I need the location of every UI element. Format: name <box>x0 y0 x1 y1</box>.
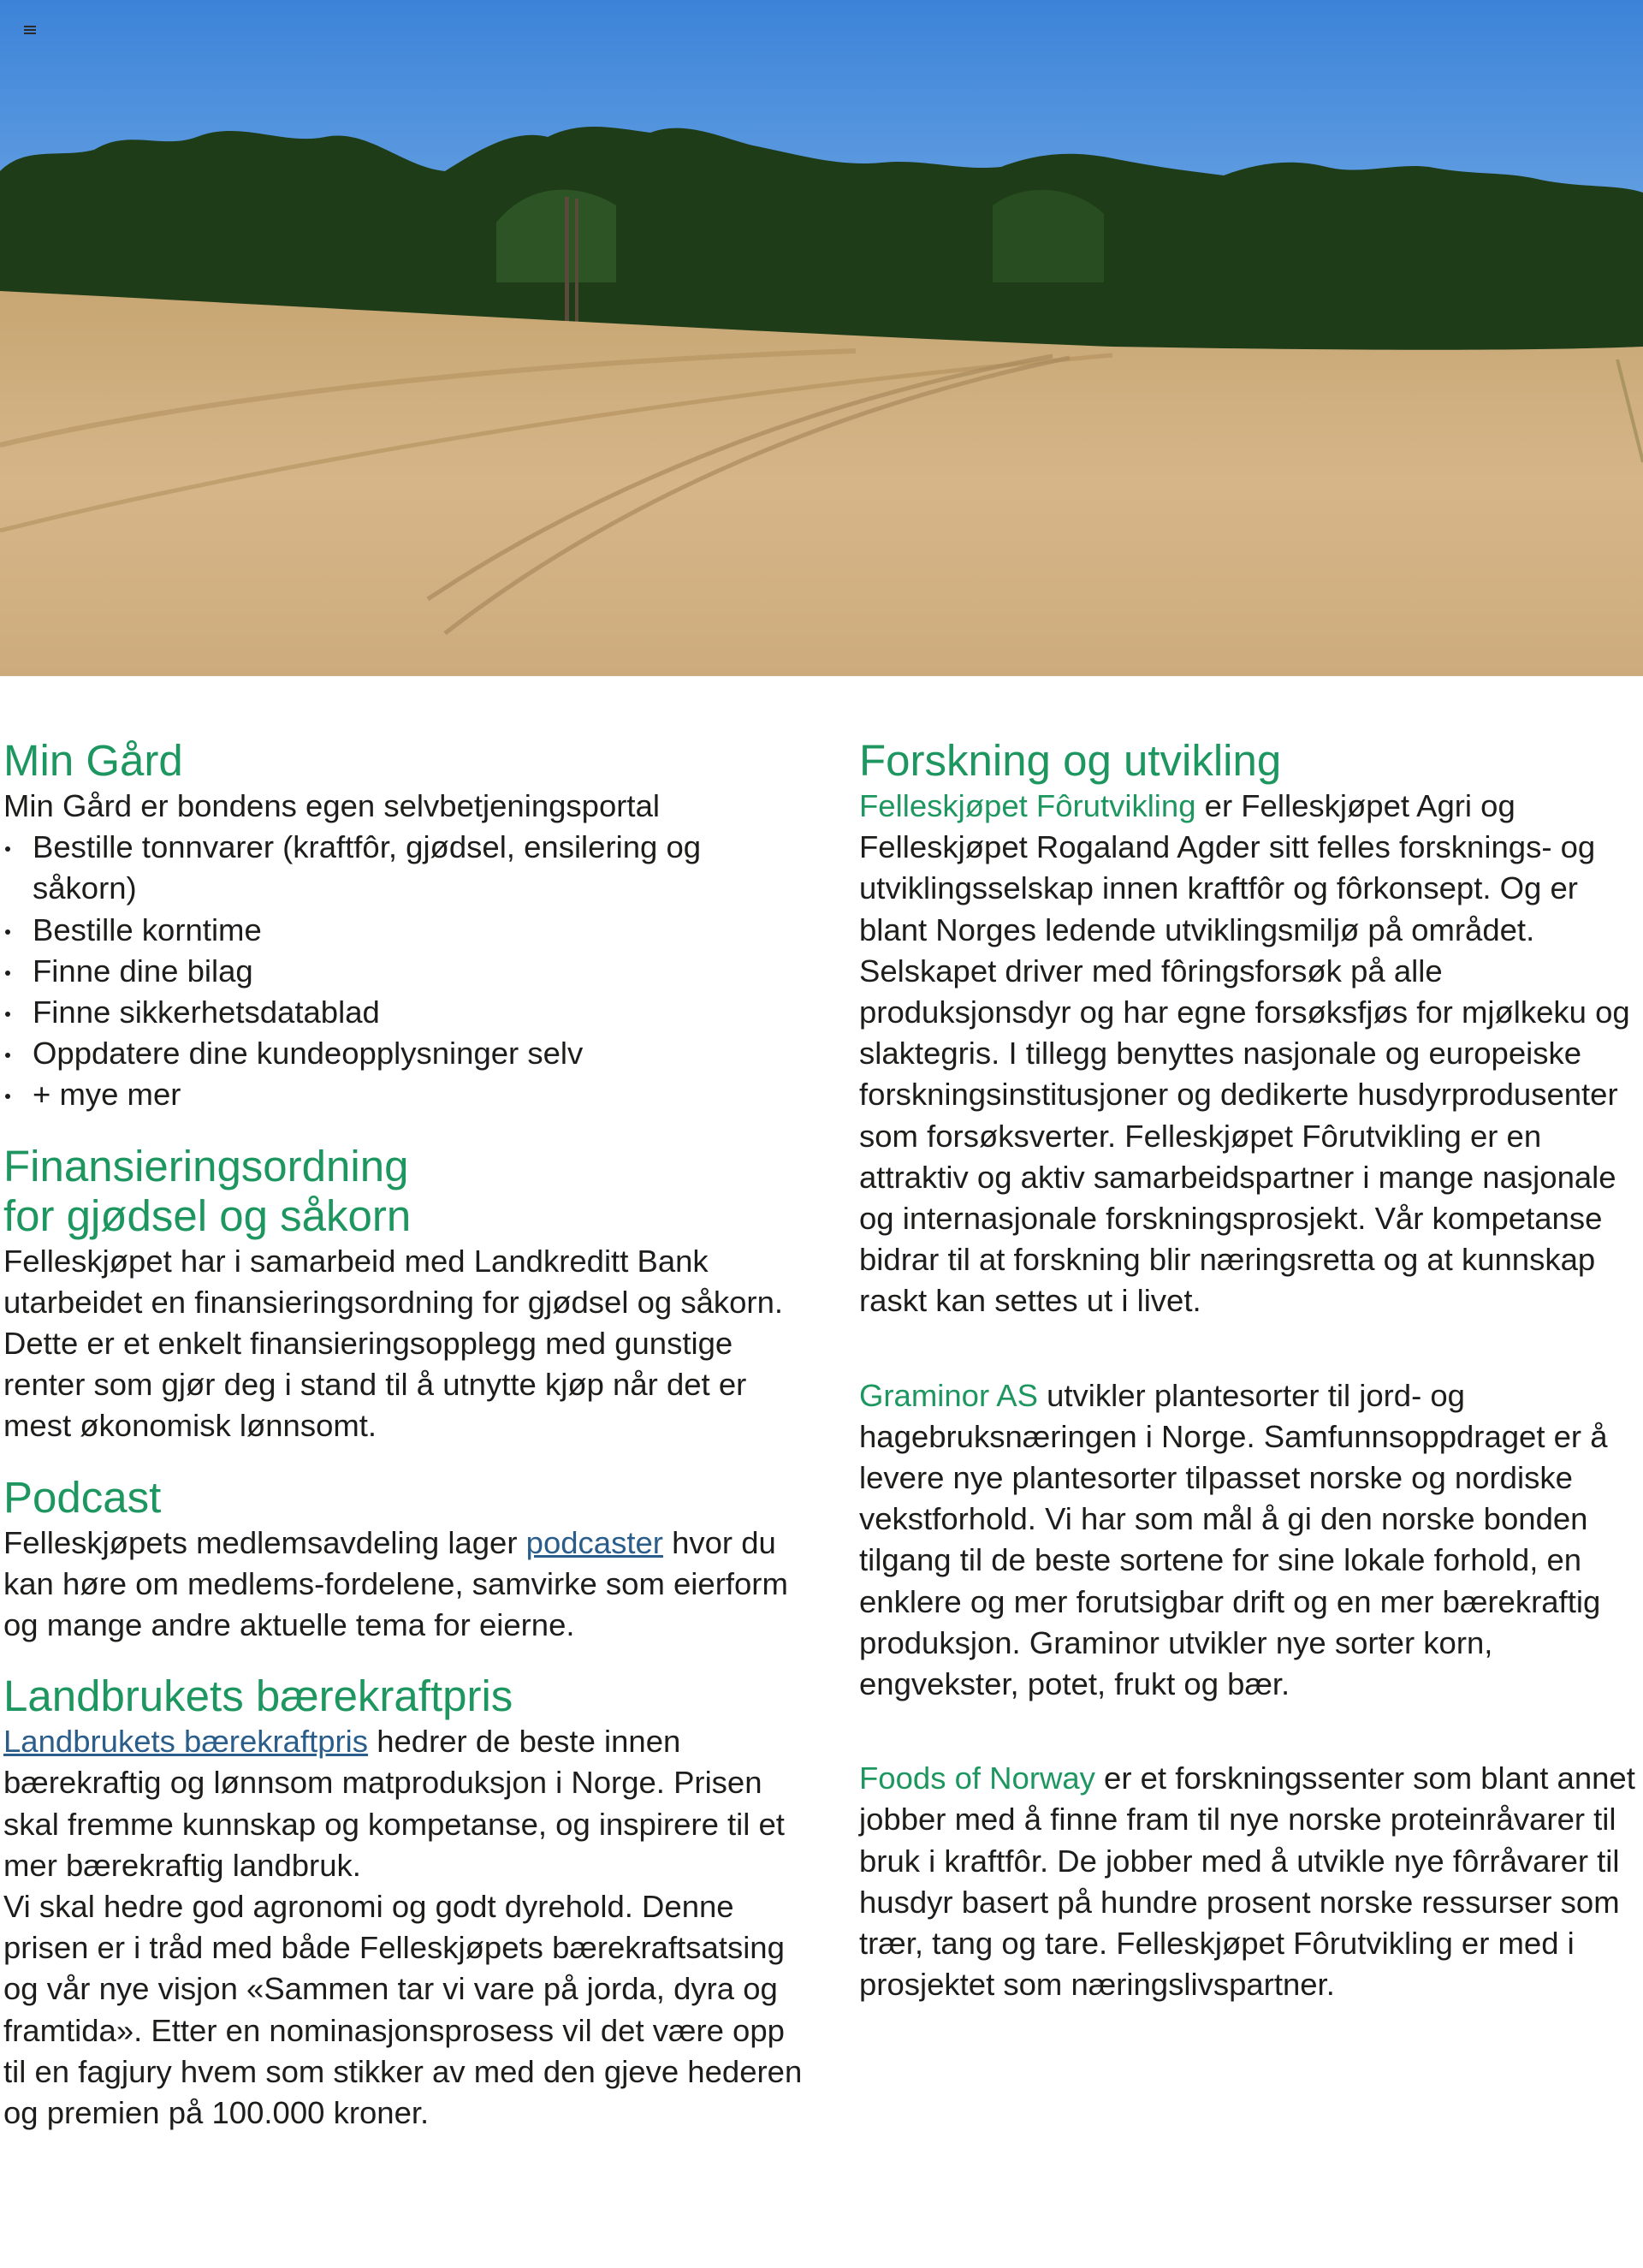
hero-image <box>0 0 1643 676</box>
baerekraftpris-body2: Vi skal hedre god agronomi og godt dyrehold. Denne prisen er i tråd med både Felleskjøpets bærekraftsatsing og vår nye visjon «Sammen tar vi vare på jorda, dyra og framtida». Etter en nominasjonsprosess vil det være opp til en fagjury hvem som stikker av med den gjeve hederen og premien på 100.000 kroner. <box>3 1889 803 2131</box>
section-min-gard <box>3 736 808 1116</box>
heading-forskning: Forskning og utvikling <box>859 736 1282 785</box>
foods-name: Foods of Norway <box>859 1760 1095 1796</box>
heading-line: Finansieringsordning <box>3 1141 409 1190</box>
podcaster-link[interactable]: podcaster <box>525 1524 663 1560</box>
heading-finansiering <box>3 1142 808 1241</box>
foods-body <box>859 1758 1643 2005</box>
heading-line: for gjødsel og såkorn <box>3 1190 412 1240</box>
finansiering-body: Felleskjøpet har i samarbeid med Landkreditt Bank utarbeidet en finansieringsordning for gjødsel og såkorn. Dette er et enkelt finansieringsopplegg med gunstige renter som gjør deg i stand til å utnytte kjøp når det er mest økonomisk lønnsomt. <box>3 1243 784 1444</box>
heading-min-gard: Min Gård <box>3 736 183 785</box>
forutvikling-body2: Selskapet driver med fôringsforsøk på alle produksjonsdyr og har egne forsøksfjøs for mjølkeku og slaktegris. I tillegg benyttes nasjonale og europeiske forskningsinstitusjoner og dedikerte husdyrprodusenter som forsøksverter. Felleskjøpet Fôrutvikling er en attraktiv og aktiv samarbeidspartner i mange nasjonale og internasjonale forskningsprosjekt. Vår kompetanse bidrar til at forskning blir næringsretta og at kunnskap raskt kan settes ut i livet. <box>859 953 1630 1319</box>
foods-text: er et forskningssenter som blant annet jobber med å finne fram til nye norske proteinråvarer til bruk i kraftfôr. De jobber med å utvikle nye fôrråvarer til husdyr basert på hundre prosent norske ressurser som trær, tang og tare. Felleskjøpet Fôrutvikling er med i prosjektet som næringslivspartner. <box>859 1760 1635 2003</box>
baerekraftpris-text: hedrer de beste innen bærekraftig og lønnsom matproduksjon i Norge. Prisen skal fremme kunnskap og kompetanse, og inspirere til et mer bærekraftig landbruk. <box>3 1724 785 1883</box>
list-item: Oppdatere dine kundeopplysninger selv <box>3 1033 808 1074</box>
podcast-body <box>3 1523 808 1647</box>
list-item: + mye mer <box>3 1074 808 1115</box>
graminor-name: Graminor AS <box>859 1377 1038 1413</box>
section-podcast <box>3 1473 808 1647</box>
right-column <box>859 736 1643 2005</box>
min-gard-intro: Min Gård er bondens egen selvbetjeningsportal <box>3 788 660 823</box>
heading-podcast: Podcast <box>3 1472 162 1522</box>
list-item: Bestille korntime <box>3 910 808 951</box>
hamburger-icon[interactable] <box>24 26 36 34</box>
graminor-body <box>859 1375 1643 1706</box>
forutvikling-text: er Felleskjøpet Agri og Felleskjøpet Rogaland Agder sitt felles forsknings- og utviklingsselskap innen kraftfôr og fôrkonsept. Og er blant Norges ledende utviklingsmiljø på området. <box>859 788 1596 947</box>
min-gard-list <box>3 827 808 1115</box>
list-item: Bestille tonnvarer (kraftfôr, gjødsel, ensilering og såkorn) <box>3 827 808 909</box>
baerekraftpris-body <box>3 1721 808 1886</box>
graminor-text: utvikler plantesorter til jord- og hagebruksnæringen i Norge. Samfunnsoppdraget er å levere nye plantesorter tilpasset norske og nordiske vekstforhold. Vi har som mål å gi den norske bonden tilgang til de beste sortene for sine lokale forhold, en enklere og mer forutsigbar drift og en mer bærekraftig produksjon. Graminor utvikler nye sorter korn, engvekster, potet, frukt og bær. <box>859 1377 1608 1702</box>
forutvikling-body <box>859 786 1643 951</box>
left-column <box>3 736 808 2134</box>
heading-baerekraftpris: Landbrukets bærekraftpris <box>3 1671 513 1721</box>
section-baerekraftpris <box>3 1671 808 2134</box>
list-item: Finne sikkerhetsdatablad <box>3 992 808 1033</box>
forutvikling-name: Felleskjøpet Fôrutvikling <box>859 788 1196 823</box>
podcast-text: Felleskjøpets medlemsavdeling lager <box>3 1524 526 1560</box>
podcast-text: hvor du kan høre om medlems-fordelene, samvirke som eierform og mange andre aktuelle tema for eierne. <box>3 1524 788 1643</box>
list-item: Finne dine bilag <box>3 951 808 992</box>
section-finansiering <box>3 1142 808 1447</box>
baerekraftpris-link[interactable]: Landbrukets bærekraftpris <box>3 1724 369 1760</box>
wheat-field-photo <box>0 0 1643 676</box>
